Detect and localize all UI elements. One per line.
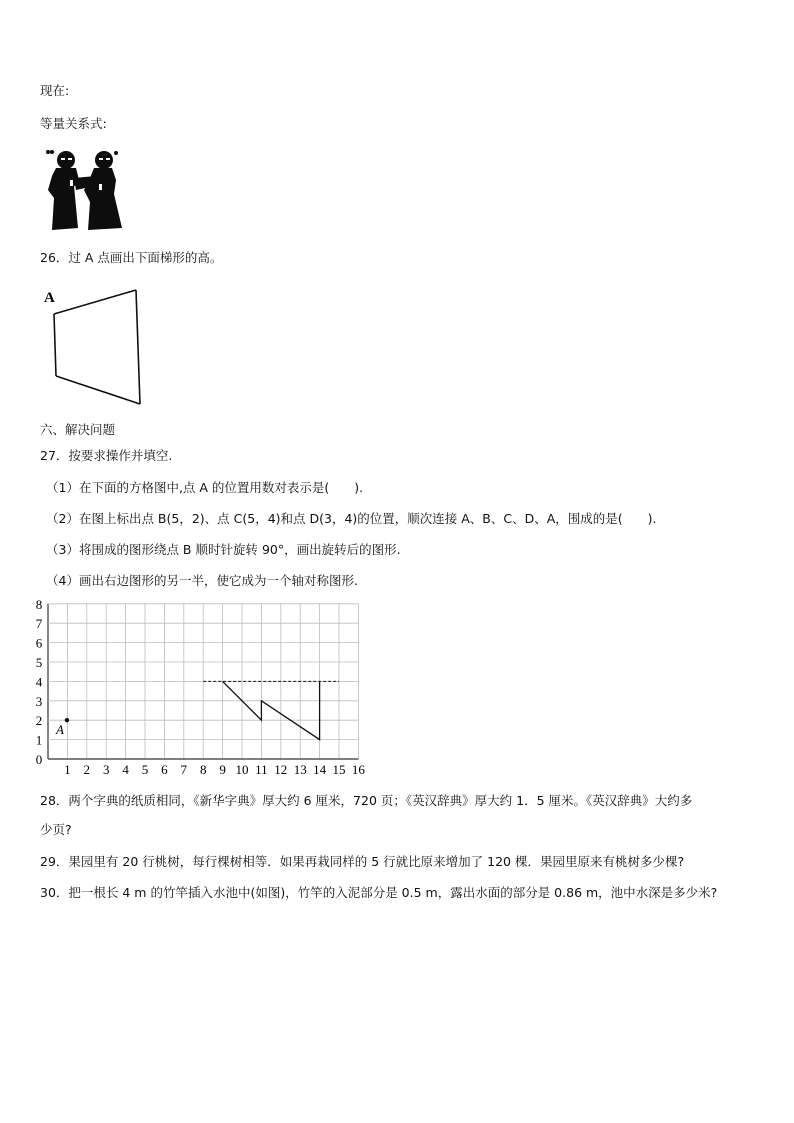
x-tick-label: 8	[199, 762, 207, 777]
two-figures-illustration	[44, 146, 126, 234]
trapezoid-vertex-label: A	[44, 290, 55, 306]
trapezoid-figure	[40, 280, 170, 416]
question-28-line-2: 少页?	[40, 822, 72, 837]
x-tick-label: 1	[64, 762, 71, 777]
x-tick-label: 2	[83, 762, 91, 777]
x-tick-label: 5	[141, 762, 149, 777]
x-tick-label: 9	[219, 762, 226, 777]
point-a-dot	[65, 718, 69, 722]
trapezoid-top-side	[54, 290, 136, 314]
question-27-3: （3）将围成的图形绕点 B 顺时针旋转 90°，画出旋转后的图形.	[46, 542, 401, 557]
question-27: 27．按要求操作并填空.	[40, 448, 173, 463]
trapezoid-left-side	[54, 314, 56, 376]
section-6-heading: 六、解决问题	[40, 422, 116, 437]
point-a-label: A	[56, 722, 64, 738]
question-27-4: （4）画出右边图形的另一半，使它成为一个轴对称图形.	[46, 573, 358, 588]
question-27-1: （1）在下面的方格图中,点 A 的位置用数对表示是( ).	[46, 480, 364, 495]
x-tick-label: 15	[332, 762, 346, 777]
trapezoid-bottom-side	[56, 376, 140, 404]
x-tick-label: 6	[161, 762, 168, 777]
x-tick-label: 13	[293, 762, 307, 777]
question-26: 26．过 A 点画出下面梯形的高。	[40, 250, 223, 265]
x-tick-label: 14	[313, 762, 327, 777]
question-29: 29．果园里有 20 行桃树，每行棵树相等．如果再栽同样的 5 行就比原来增加了 120 棵．果园里原来有桃树多少棵?	[40, 854, 685, 869]
coordinate-grid	[34, 598, 374, 780]
coordinate-grid-svg	[34, 598, 374, 780]
y-tick-label: 0	[35, 752, 43, 767]
y-tick-label: 7	[35, 616, 43, 632]
x-tick-label: 11	[255, 762, 268, 777]
x-tick-label: 4	[122, 762, 129, 777]
x-tick-label: 16	[351, 762, 365, 777]
x-tick-label: 12	[274, 762, 288, 777]
x-tick-label: 7	[180, 762, 188, 777]
y-tick-label: 8	[35, 598, 43, 612]
x-tick-label: 10	[235, 762, 249, 777]
y-tick-label: 4	[35, 674, 43, 690]
question-30: 30．把一根长 4 m 的竹竿插入水池中(如图)，竹竿的入泥部分是 0.5 m，露出水面的部分是 0.86 m，池中水深是多少米?	[40, 885, 718, 900]
y-tick-label: 6	[35, 635, 43, 651]
y-tick-label: 3	[35, 693, 43, 709]
text-equation-label: 等量关系式:	[40, 116, 107, 131]
half-shape-outline	[223, 681, 320, 739]
text-now: 现在:	[40, 83, 70, 98]
y-tick-label: 2	[35, 713, 43, 729]
question-28-line-1: 28．两个字典的纸质相同，《新华字典》厚大约 6 厘米，720 页；《英汉辞典》厚大约 1．5 厘米。《英汉辞典》大约多	[40, 793, 693, 808]
x-tick-label: 3	[102, 762, 110, 777]
y-tick-label: 1	[35, 732, 43, 748]
y-tick-label: 5	[35, 655, 43, 670]
trapezoid-right-side	[136, 290, 140, 404]
question-27-2: （2）在图上标出点 B(5，2)、点 C(5，4)和点 D(3，4)的位置，顺次连接 A、B、C、D、A，围成的是( ).	[46, 511, 657, 526]
